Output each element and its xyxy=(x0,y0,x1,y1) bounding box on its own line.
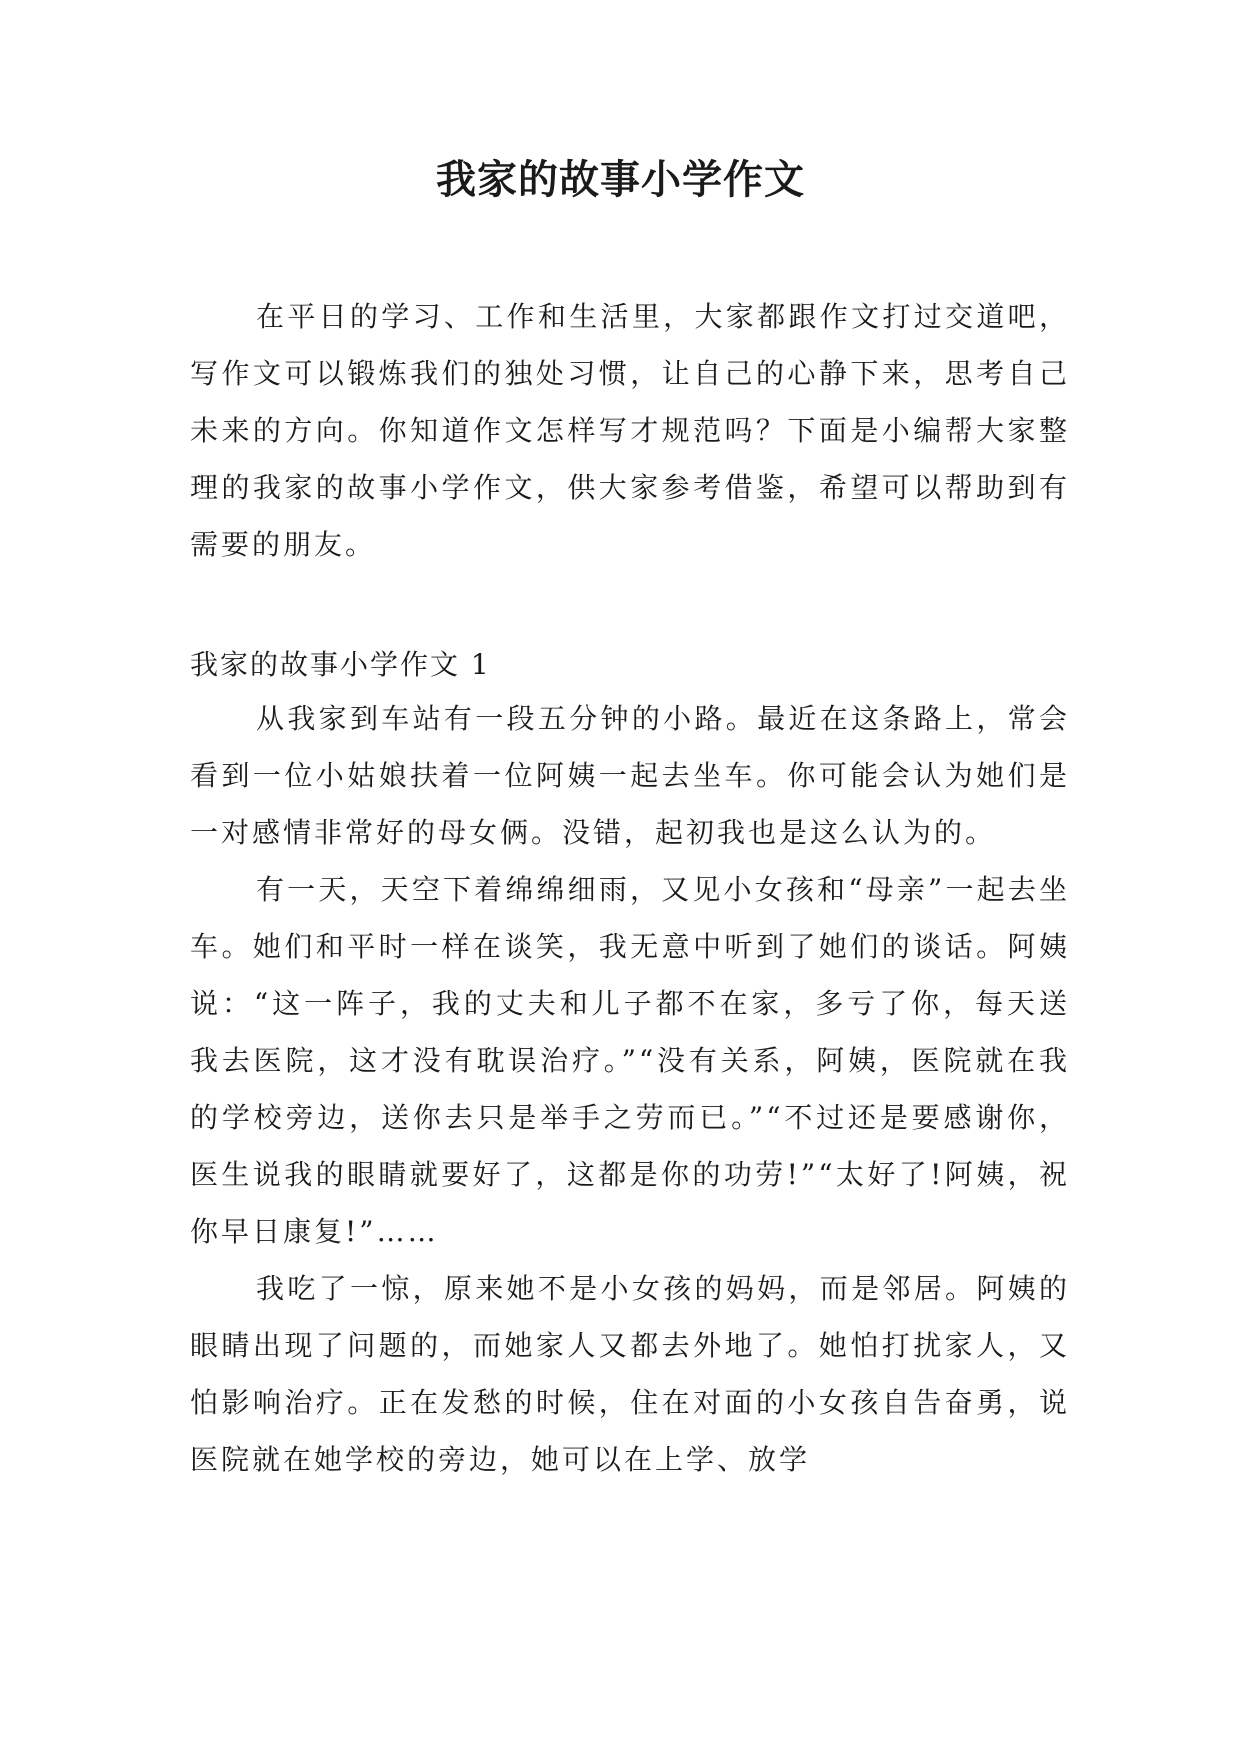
document-title: 我家的故事小学作文 xyxy=(436,156,805,203)
section-heading: 我家的故事小学作文 1 xyxy=(190,648,491,681)
essay-paragraph-3: 我吃了一惊，原来她不是小女孩的妈妈，而是邻居。阿姨的眼睛出现了问题的，而她家人又都去外地了。她怕打扰家人，又怕影响治疗。正在发愁的时候，住在对面的小女孩自告奋勇，说医院就在她学校的旁边，她可以在上学、放学 xyxy=(190,1272,1070,1476)
essay-paragraph-2: 有一天，天空下着绵绵细雨，又见小女孩和“母亲”一起去坐车。她们和平时一样在谈笑，我无意中听到了她们的谈话。阿姨说：“这一阵子，我的丈夫和儿子都不在家，多亏了你，每天送我去医院，这才没有耽误治疗。”“没有关系，阿姨，医院就在我的学校旁边，送你去只是举手之劳而已。”“不过还是要感谢你，医生说我的眼睛就要好了，这都是你的功劳!”“太好了!阿姨，祝你早日康复!”…… xyxy=(190,873,1070,1248)
essay-body xyxy=(190,690,1070,1488)
essay-paragraph-1: 从我家到车站有一段五分钟的小路。最近在这条路上，常会看到一位小姑娘扶着一位阿姨一起去坐车。你可能会认为她们是一对感情非常好的母女俩。没错，起初我也是这么认为的。 xyxy=(190,702,1070,849)
intro-paragraph: 在平日的学习、工作和生活里，大家都跟作文打过交道吧，写作文可以锻炼我们的独处习惯，让自己的心静下来，思考自己未来的方向。你知道作文怎样写才规范吗？下面是小编帮大家整理的我家的故事小学作文，供大家参考借鉴，希望可以帮助到有需要的朋友。 xyxy=(190,300,1070,561)
